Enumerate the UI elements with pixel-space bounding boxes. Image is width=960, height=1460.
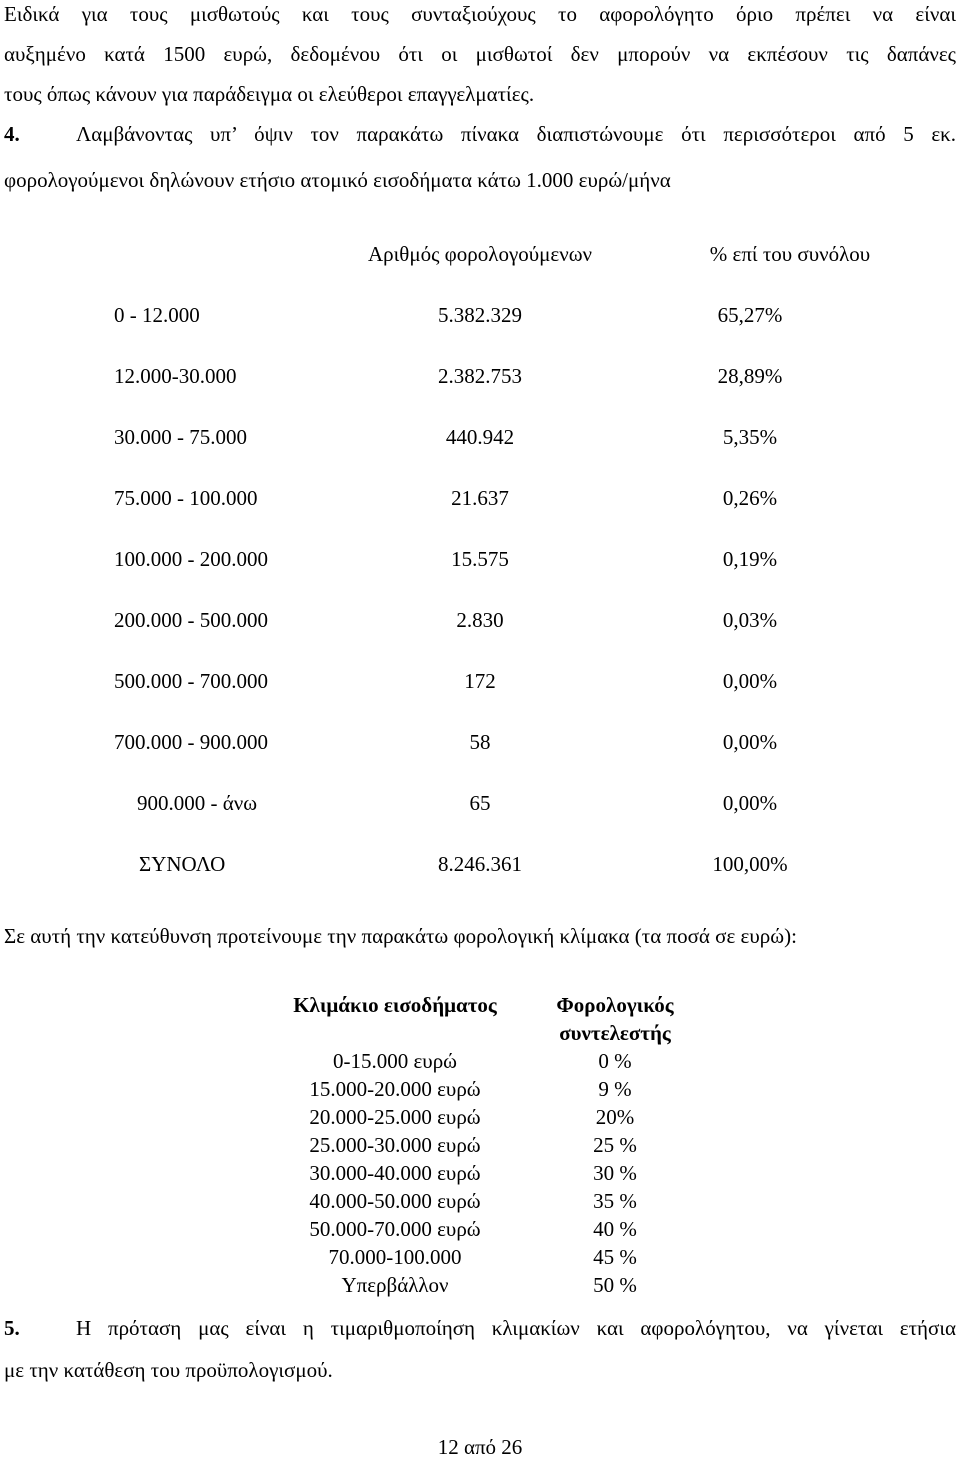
header-count: Αριθμός φορολογούμενων [367,242,593,266]
tax-rate: 50 % [593,1273,637,1297]
header-rate-line-1: Φορολογικός [556,993,674,1017]
income-range: 0 - 12.000 [114,303,200,327]
tax-rate: 35 % [593,1189,637,1213]
percent-of-total: 0,26% [722,486,778,510]
income-range: 700.000 - 900.000 [114,730,268,754]
tax-rate: 20% [595,1105,635,1129]
point-5-number: 5. [4,1316,20,1340]
point-4-number: 4. [4,122,20,146]
income-range: 12.000-30.000 [114,364,237,388]
percent-of-total: 0,19% [722,547,778,571]
intro-line-2: αυξημένο κατά 1500 ευρώ, δεδομένου ότι οι μισθωτοί δεν μπορούν να εκπέσουν τις δαπάνες [4,42,956,66]
taxpayer-count: 172 [464,669,496,693]
percent-of-total: 0,03% [722,608,778,632]
income-bracket: 0-15.000 ευρώ [332,1049,457,1073]
tax-rate: 30 % [593,1161,637,1185]
point-5-line-2: με την κατάθεση του προϋπολογισμού. [4,1358,333,1382]
point-4-line-2: φορολογούμενοι δηλώνουν ετήσιο ατομικό εισοδήματα κάτω 1.000 ευρώ/μήνα [4,168,671,192]
income-range: 200.000 - 500.000 [114,608,268,632]
point-4-line-1: Λαμβάνοντας υπ’ όψιν τον παρακάτω πίνακα διαπιστώνουμε ότι περισσότεροι από 5 εκ. [76,122,956,146]
percent-of-total: 100,00% [712,852,788,876]
income-range: ΣΥΝΟΛΟ [139,852,226,876]
income-bracket: Υπερβάλλον [341,1273,449,1297]
income-bracket: 20.000-25.000 ευρώ [309,1105,481,1129]
income-range: 100.000 - 200.000 [114,547,268,571]
income-bracket: 15.000-20.000 ευρώ [309,1077,481,1101]
income-bracket: 30.000-40.000 ευρώ [309,1161,481,1185]
taxpayer-count: 2.830 [456,608,504,632]
percent-of-total: 28,89% [717,364,783,388]
income-bracket: 25.000-30.000 ευρώ [309,1133,481,1157]
page-number: 12 από 26 [437,1435,523,1459]
taxpayer-count: 21.637 [451,486,509,510]
income-range: 75.000 - 100.000 [114,486,258,510]
header-percent: % επί του συνόλου [709,242,871,266]
taxpayer-count: 5.382.329 [438,303,522,327]
percent-of-total: 0,00% [722,730,778,754]
taxpayer-count: 58 [469,730,491,754]
income-bracket: 40.000-50.000 ευρώ [309,1189,481,1213]
tax-rate: 0 % [598,1049,632,1073]
percent-of-total: 65,27% [717,303,783,327]
income-bracket: 70.000-100.000 [328,1245,462,1269]
tax-rate: 9 % [598,1077,632,1101]
taxpayer-count: 15.575 [451,547,509,571]
percent-of-total: 0,00% [722,669,778,693]
taxpayer-count: 8.246.361 [438,852,522,876]
taxpayer-count: 2.382.753 [438,364,522,388]
percent-of-total: 0,00% [722,791,778,815]
percent-of-total: 5,35% [722,425,778,449]
intro-line-1: Ειδικά για τους μισθωτούς και τους συνταξιούχους το αφορολόγητο όριο πρέπει να είναι [4,2,956,26]
income-bracket: 50.000-70.000 ευρώ [309,1217,481,1241]
header-bracket: Κλιμάκιο εισοδήματος [293,993,497,1017]
header-rate-line-2: συντελεστής [559,1021,671,1045]
tax-rate: 40 % [593,1217,637,1241]
tax-rate: 25 % [593,1133,637,1157]
income-range: 900.000 - άνω [137,791,258,815]
income-range: 30.000 - 75.000 [114,425,247,449]
point-5-line-1: Η πρόταση μας είναι η τιμαριθμοποίηση κλιμακίων και αφορολόγητου, να γίνεται ετήσια [76,1316,956,1340]
taxpayer-count: 440.942 [445,425,515,449]
scale-intro: Σε αυτή την κατεύθυνση προτείνουμε την παρακάτω φορολογική κλίμακα (τα ποσά σε ευρώ): [4,924,797,948]
tax-rate: 45 % [593,1245,637,1269]
income-range: 500.000 - 700.000 [114,669,268,693]
taxpayer-count: 65 [469,791,491,815]
intro-line-3: τους όπως κάνουν για παράδειγμα οι ελεύθεροι επαγγελματίες. [4,82,535,106]
